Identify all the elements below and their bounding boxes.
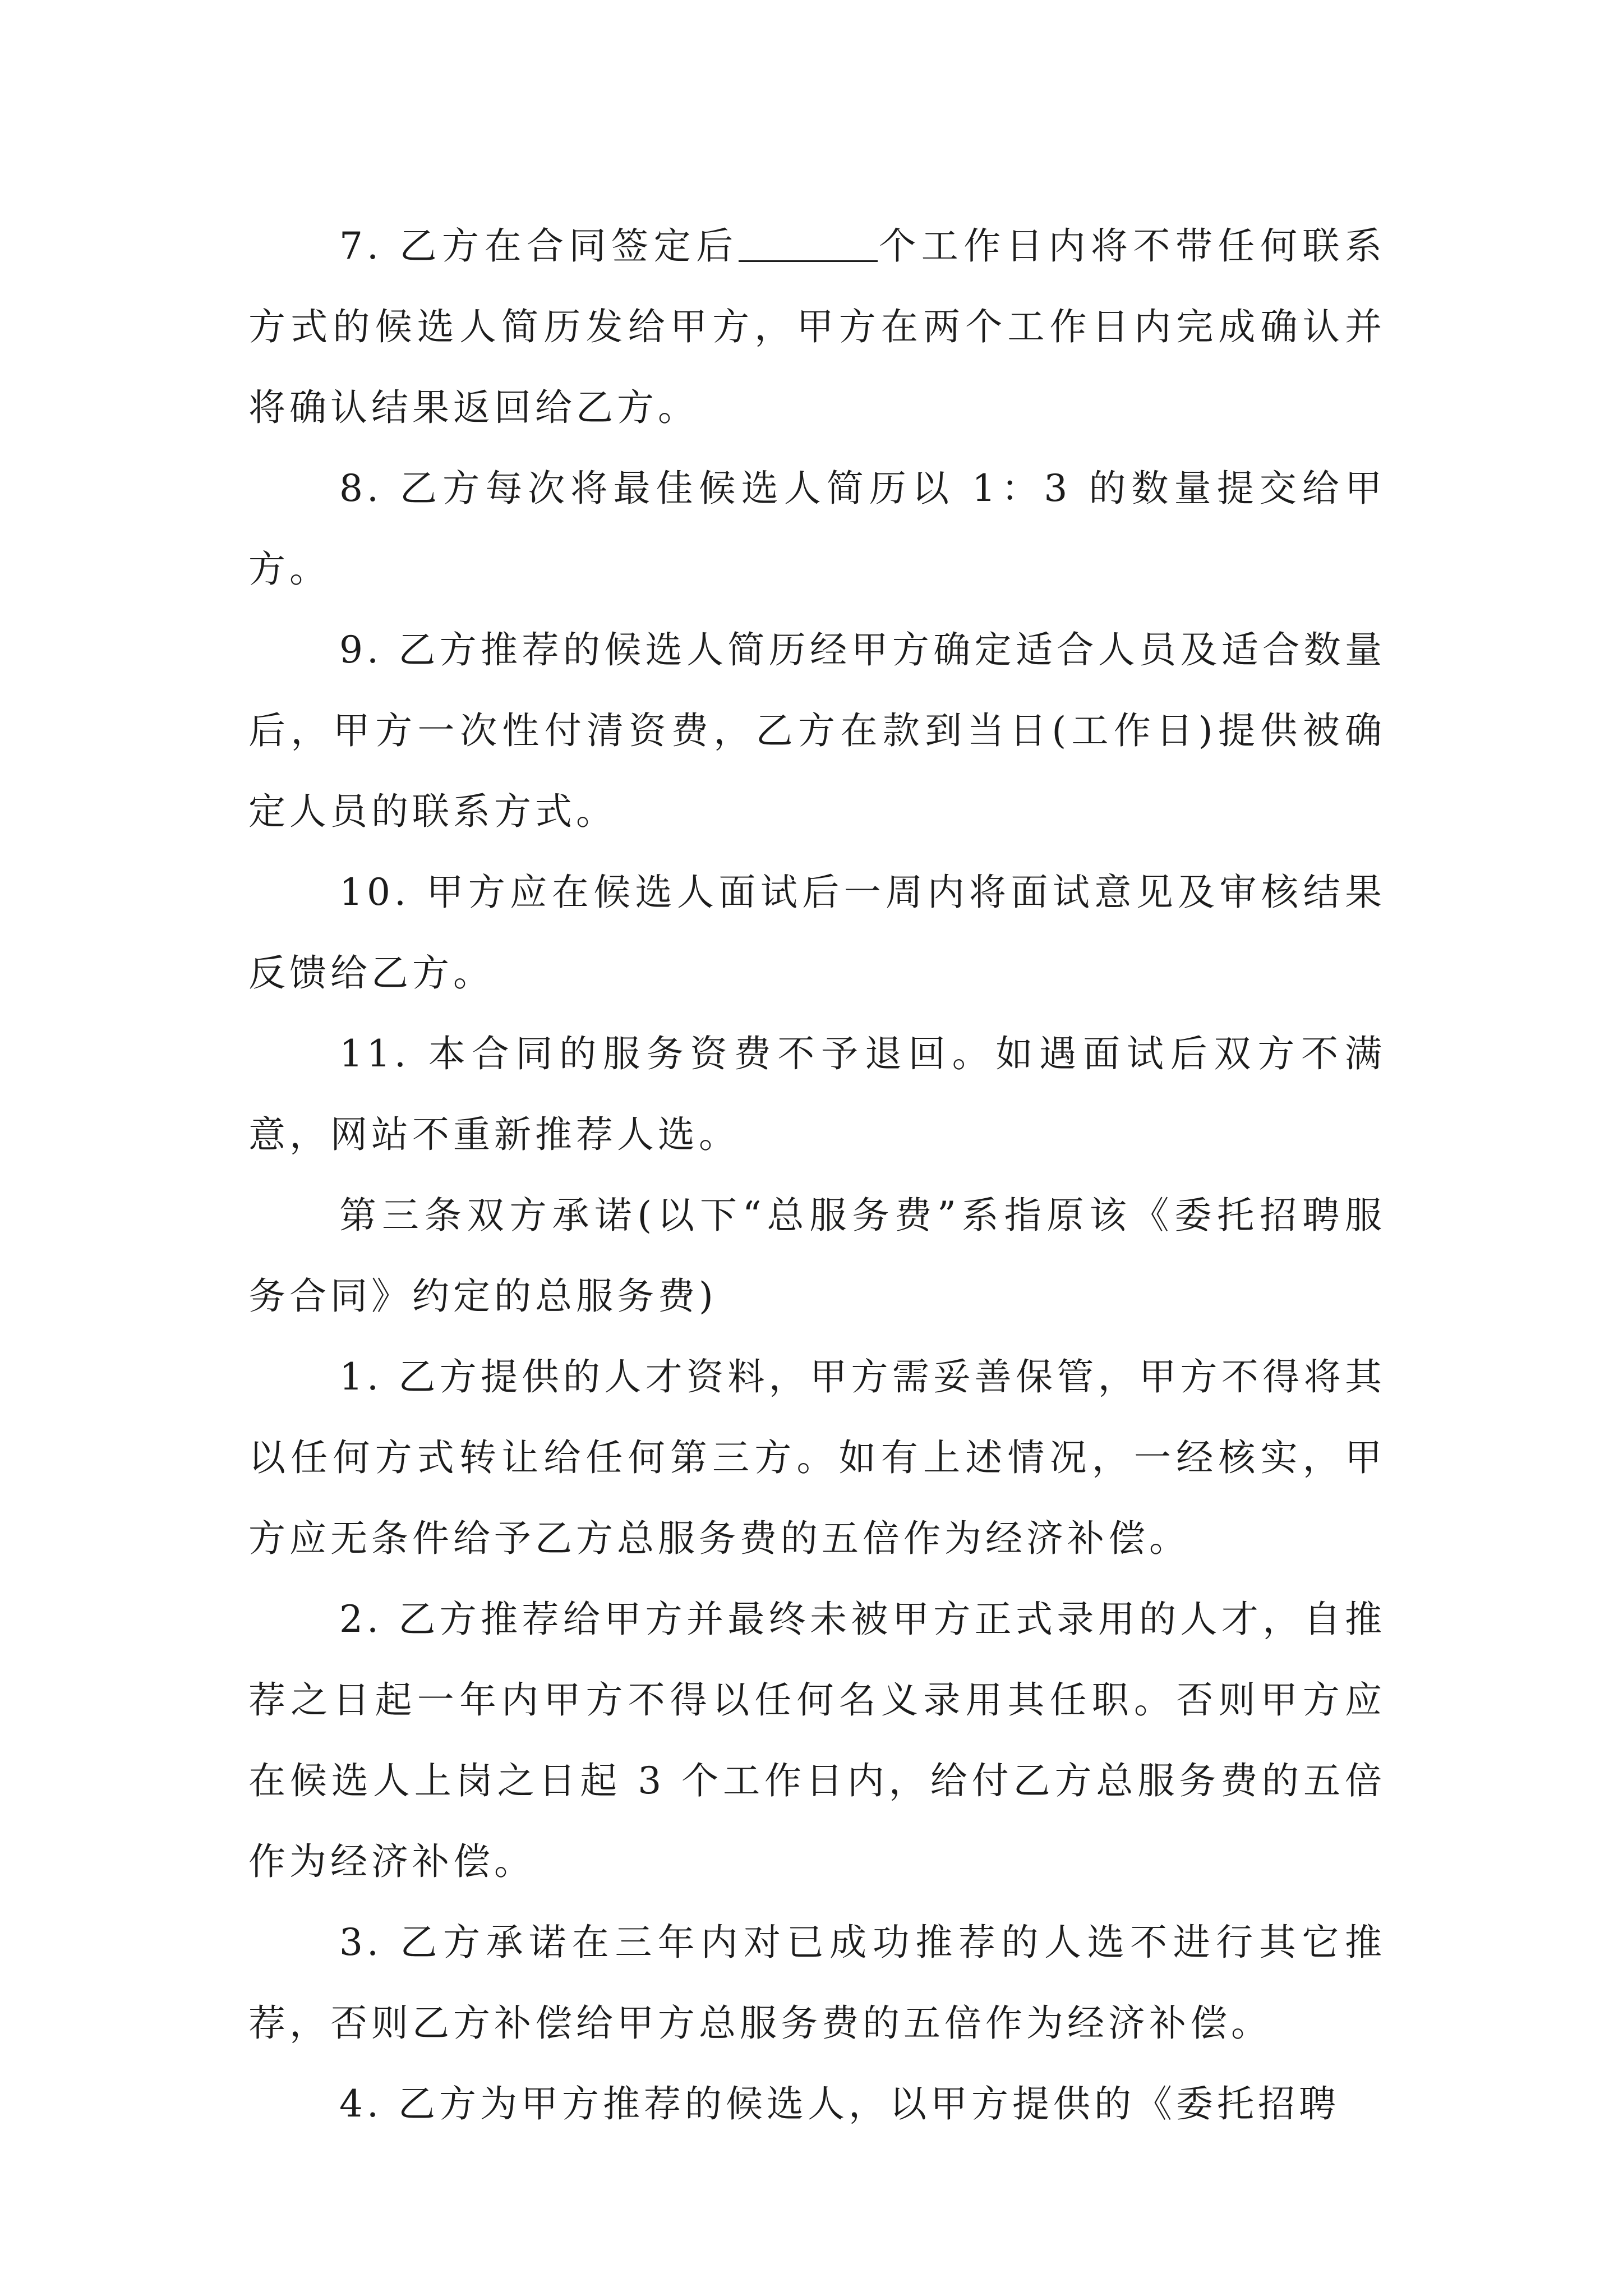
paragraph-commitment-1: 1. 乙方提供的人才资料，甲方需妥善保管，甲方不得将其以任何方式转让给任何第三方。如有上述情况，一经核实，甲方应无条件给予乙方总服务费的五倍作为经济补偿。 xyxy=(248,1355,1386,1560)
paragraph-clause-9: 9. 乙方推荐的候选人简历经甲方确定适合人员及适合数量后，甲方一次性付清资费，乙方在款到当日(工作日)提供被确定人员的联系方式。 xyxy=(248,628,1386,833)
paragraph-clause-8: 8. 乙方每次将最佳候选人简历以 1：3 的数量提交给甲方。 xyxy=(248,467,1386,591)
paragraph-clause-10: 10. 甲方应在候选人面试后一周内将面试意见及审核结果反馈给乙方。 xyxy=(248,871,1386,995)
article-3-heading: 第三条双方承诺(以下“总服务费”系指原该《委托招聘服务合同》约定的总服务费) xyxy=(248,1194,1386,1318)
paragraph-commitment-2: 2. 乙方推荐给甲方并最终未被甲方正式录用的人才，自推荐之日起一年内甲方不得以任何名义录用其任职。否则甲方应在候选人上岗之日起 3 个工作日内，给付乙方总服务费的五倍作为经济补偿。 xyxy=(248,1598,1386,1883)
paragraph-commitment-4: 4. 乙方为甲方推荐的候选人，以甲方提供的《委托招聘 xyxy=(339,2082,1340,2125)
paragraph-clause-7 xyxy=(248,206,1386,448)
fill-in-blank xyxy=(739,228,878,262)
paragraph-commitment-3: 3. 乙方承诺在三年内对已成功推荐的人选不进行其它推荐，否则乙方补偿给甲方总服务费的五倍作为经济补偿。 xyxy=(248,1921,1386,2045)
document-body xyxy=(248,206,1386,2145)
clause-7-text-after: 个工作日内将不带任何联系方式的候选人简历发给甲方，甲方在两个工作日内完成确认并将确认结果返回给乙方。 xyxy=(248,224,1386,429)
paragraph-clause-11: 11. 本合同的服务资费不予退回。如遇面试后双方不满意，网站不重新推荐人选。 xyxy=(248,1032,1386,1156)
clause-7-text-before: 7. 乙方在合同签定后 xyxy=(339,224,739,268)
